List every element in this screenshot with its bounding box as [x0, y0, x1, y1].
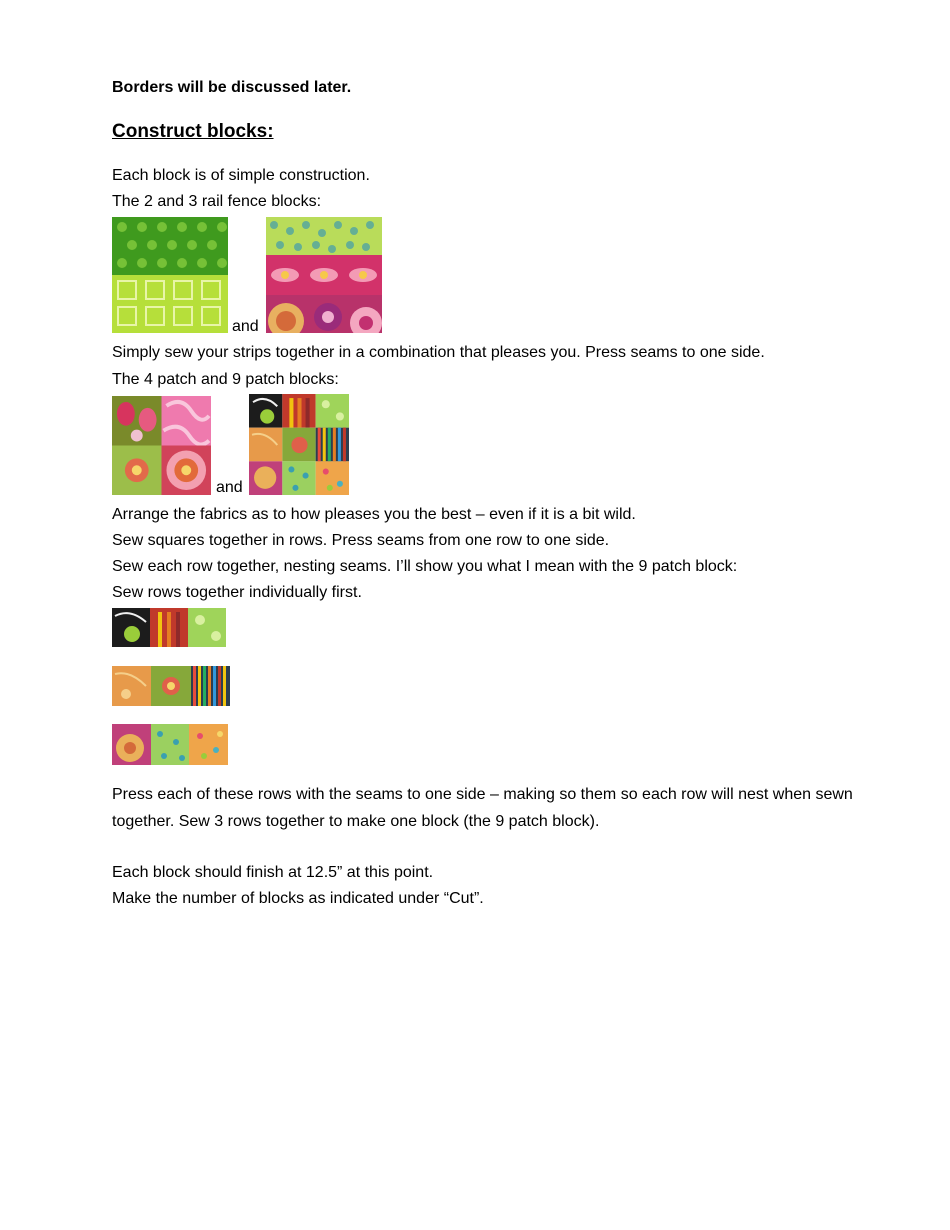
paragraph-sew-rows-first: Sew rows together individually first.: [112, 584, 362, 601]
four-patch-block-image: [112, 396, 211, 495]
and-connector-2: and: [216, 479, 243, 496]
three-rail-fence-block-image: [266, 217, 382, 333]
nine-patch-row-3-image: [112, 724, 228, 765]
two-rail-fence-block-image: [112, 217, 228, 333]
nine-patch-row-1-image: [112, 608, 226, 647]
paragraph-nesting-seams: Sew each row together, nesting seams. I’ll show you what I mean with the 9 patch block:: [112, 558, 738, 575]
paragraph-arrange-fabrics: Arrange the fabrics as to how pleases you the best – even if it is a bit wild.: [112, 506, 636, 523]
and-connector-1: and: [232, 318, 259, 335]
paragraph-number-of-blocks: Make the number of blocks as indicated under “Cut”.: [112, 890, 484, 907]
paragraph-sew-strips: Simply sew your strips together in a combination that pleases you. Press seams to one side.: [112, 344, 765, 361]
paragraph-patch-intro: The 4 patch and 9 patch blocks:: [112, 371, 339, 388]
intro-note: Borders will be discussed later.: [112, 79, 352, 96]
paragraph-press-rows-line1: Press each of these rows with the seams to one side – making so them so each row will nest when sewn: [112, 786, 853, 803]
paragraph-press-rows-line2: together. Sew 3 rows together to make one block (the 9 patch block).: [112, 813, 600, 830]
paragraph-simple-construction: Each block is of simple construction.: [112, 167, 370, 184]
nine-patch-row-2-image: [112, 666, 230, 706]
section-heading: Construct blocks:: [112, 121, 274, 142]
paragraph-sew-squares: Sew squares together in rows. Press seams from one row to one side.: [112, 532, 610, 549]
paragraph-block-finish: Each block should finish at 12.5” at this point.: [112, 864, 434, 881]
paragraph-rail-fence-intro: The 2 and 3 rail fence blocks:: [112, 193, 322, 210]
nine-patch-block-image: [249, 394, 349, 495]
